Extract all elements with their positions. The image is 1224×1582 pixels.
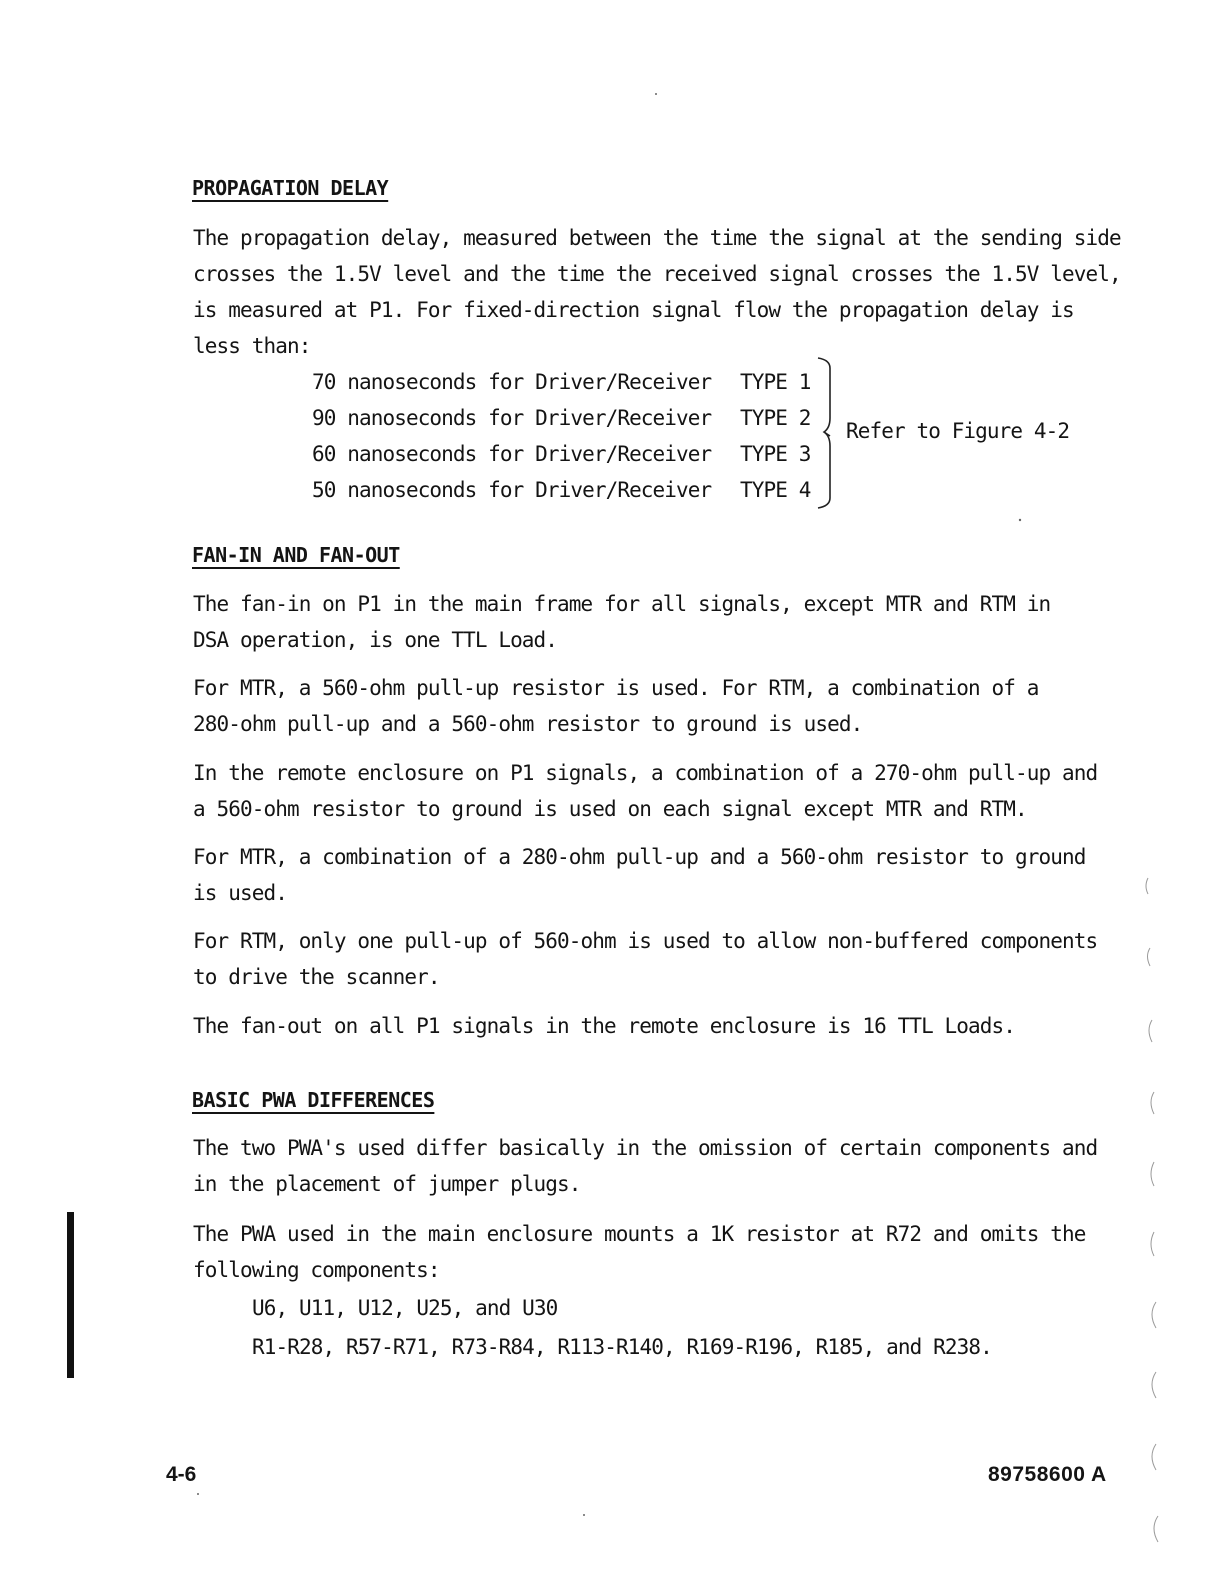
- propagation-paragraph-line: crosses the 1.5V level and the time the received signal crosses the 1.5V level,: [193, 262, 1121, 286]
- fan-paragraph-line: 280-ohm pull-up and a 560-ohm resistor to ground is used.: [193, 712, 863, 736]
- fan-paragraph-line: The fan-in on P1 in the main frame for all signals, except MTR and RTM in: [193, 592, 1051, 616]
- fan-paragraph-line: The fan-out on all P1 signals in the remote enclosure is 16 TTL Loads.: [193, 1014, 1016, 1038]
- component-list-line: R1-R28, R57-R71, R73-R84, R113-R140, R169-R196, R185, and R238.: [252, 1335, 992, 1359]
- fan-paragraph-line: In the remote enclosure on P1 signals, a combination of a 270-ohm pull-up and: [193, 761, 1098, 785]
- pwa-paragraph-line: following components:: [193, 1258, 440, 1282]
- fan-paragraph-line: For MTR, a combination of a 280-ohm pull-up and a 560-ohm resistor to ground: [193, 845, 1086, 869]
- delay-row-text: 70 nanoseconds for Driver/Receiver: [312, 370, 712, 394]
- fan-paragraph-line: to drive the scanner.: [193, 965, 440, 989]
- pwa-paragraph-line: The PWA used in the main enclosure mounts a 1K resistor at R72 and omits the: [193, 1222, 1086, 1246]
- delay-row-type: TYPE 3: [740, 442, 811, 466]
- fan-paragraph-line: a 560-ohm resistor to ground is used on each signal except MTR and RTM.: [193, 797, 1027, 821]
- fan-paragraph-line: For RTM, only one pull-up of 560-ohm is used to allow non-buffered components: [193, 929, 1098, 953]
- delay-row-type: TYPE 1: [740, 370, 811, 394]
- fan-in-fan-out-heading: FAN-IN AND FAN-OUT: [192, 543, 400, 567]
- propagation-delay-heading: PROPAGATION DELAY: [192, 176, 389, 200]
- component-list-line: U6, U11, U12, U25, and U30: [252, 1296, 558, 1320]
- pwa-differences-heading: BASIC PWA DIFFERENCES: [192, 1088, 435, 1112]
- propagation-paragraph-line: is measured at P1. For fixed-direction signal flow the propagation delay is: [193, 298, 1074, 322]
- pwa-paragraph-line: in the placement of jumper plugs.: [193, 1172, 581, 1196]
- delay-row-text: 50 nanoseconds for Driver/Receiver: [312, 478, 712, 502]
- delay-row-text: 60 nanoseconds for Driver/Receiver: [312, 442, 712, 466]
- fan-paragraph-line: For MTR, a 560-ohm pull-up resistor is used. For RTM, a combination of a: [193, 676, 1039, 700]
- delay-row-text: 90 nanoseconds for Driver/Receiver: [312, 406, 712, 430]
- propagation-paragraph-line: less than:: [193, 334, 311, 358]
- fan-paragraph-line: is used.: [193, 881, 287, 905]
- fan-paragraph-line: DSA operation, is one TTL Load.: [193, 628, 558, 652]
- delay-row-type: TYPE 4: [740, 478, 811, 502]
- delay-row-type: TYPE 2: [740, 406, 811, 430]
- page-number: 4-6: [166, 1463, 197, 1486]
- refer-to-figure-note: Refer to Figure 4-2: [846, 419, 1070, 443]
- pwa-paragraph-line: The two PWA's used differ basically in the omission of certain components and: [193, 1136, 1098, 1160]
- propagation-paragraph-line: The propagation delay, measured between the time the signal at the sending side: [193, 226, 1121, 250]
- document-number: 89758600 A: [988, 1463, 1107, 1486]
